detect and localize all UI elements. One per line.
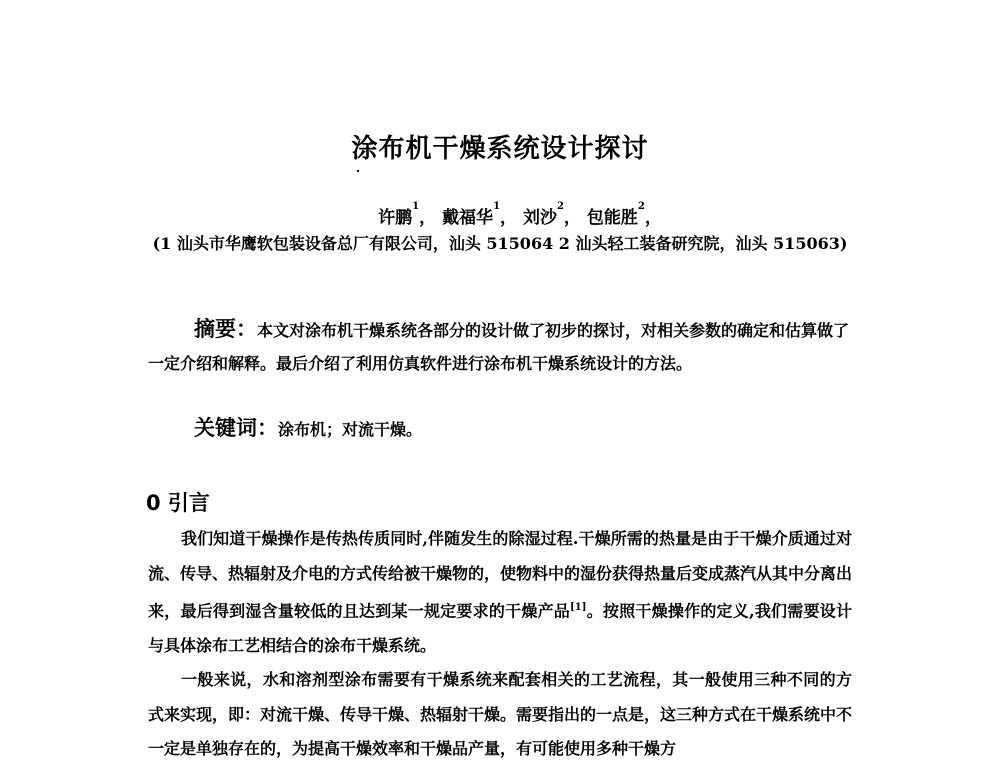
paragraph-text: 我们知道干燥操作是传热传质同时,伴随发生的除湿过程.干燥所需的热量是由于干燥介质通过对流、传导、热辐射及介电的方式传给被干燥物的，使物料中的湿份获得热量后变成蒸汽从其中分离出来，最后得到湿含量较低的且达到某一规定要求的干燥产品	[148, 529, 853, 621]
author-mark: 1	[412, 201, 420, 212]
author-name: 戴福华	[442, 208, 494, 228]
section-heading: 0 引言	[146, 491, 210, 515]
keywords-text: 涂布机；对流干燥。	[278, 420, 423, 439]
abstract-text: 本文对涂布机干燥系统各部分的设计做了初步的探讨，对相关参数的确定和估算做了一定介绍和解释。最后介绍了利用仿真软件进行涂布机干燥系统设计的方法。	[148, 321, 850, 373]
section-body	[148, 522, 852, 767]
affiliation: (1 汕头市华鹰软包装设备总厂有限公司，汕头 515064 2 汕头轻工装备研究院，汕头 515063)	[152, 234, 848, 253]
keywords	[194, 412, 844, 442]
author-mark: 2	[637, 201, 645, 212]
paragraph: 一般来说，水和溶剂型涂布需要有干燥系统来配套相关的工艺流程，其一般使用三种不同的方式来实现，即：对流干燥、传导干燥、热辐射干燥。需要指出的一点是，这三种方式在干燥系统中不一定是单独存在的，为提高干燥效率和干燥品产量，有可能使用多种干燥方	[148, 670, 853, 759]
author-name: 许鹏	[378, 208, 413, 228]
keywords-label: 关键词：	[194, 416, 278, 440]
citation-ref: [1]	[570, 602, 587, 613]
paragraph-text: 。按照干燥操作的定义,我们需要设计与具体涂布工艺相结合的涂布干燥系统。	[148, 601, 852, 655]
stray-dot	[357, 170, 359, 172]
paper-title: 涂布机干燥系统设计探讨	[351, 134, 649, 164]
abstract-label: 摘要：	[194, 317, 257, 341]
author-name: 包能胜	[586, 208, 638, 228]
abstract	[148, 313, 852, 380]
author-name: 刘沙	[522, 208, 557, 228]
author-mark: 1	[493, 201, 501, 212]
paragraph	[148, 522, 852, 663]
author-mark: 2	[556, 201, 564, 212]
author-list: 许鹏$^1$， 戴福华$^1$， 刘沙$^2$， 包能胜$^2$，	[378, 201, 662, 228]
